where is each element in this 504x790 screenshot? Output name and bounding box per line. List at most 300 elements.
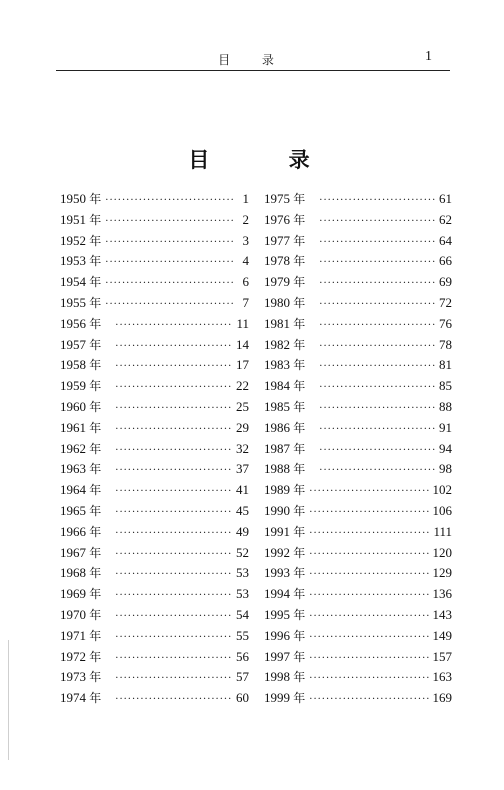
dot-leader bbox=[115, 565, 232, 586]
entry-year-number: 1974 bbox=[60, 690, 86, 706]
toc-entry bbox=[60, 397, 249, 418]
entry-page-number: 120 bbox=[432, 544, 452, 560]
entry-year-number: 1994 bbox=[264, 586, 290, 602]
dot-leader bbox=[309, 503, 428, 524]
entry-year-unit: 年 bbox=[89, 337, 102, 352]
toc-entry bbox=[264, 314, 452, 335]
entry-year-number: 1967 bbox=[60, 544, 86, 560]
entry-page-number: 111 bbox=[433, 523, 452, 539]
entry-year-unit: 年 bbox=[89, 254, 102, 269]
dot-leader bbox=[319, 337, 435, 358]
entry-year-number: 1966 bbox=[60, 523, 86, 539]
entry-year-number: 1995 bbox=[264, 606, 290, 622]
dot-leader bbox=[115, 378, 232, 399]
entry-year bbox=[60, 501, 101, 522]
entry-page-number: 11 bbox=[236, 315, 249, 331]
entry-year-number: 1989 bbox=[264, 482, 290, 498]
toc-entry bbox=[264, 189, 452, 210]
toc-entry bbox=[60, 418, 249, 439]
entry-year-unit: 年 bbox=[89, 649, 102, 664]
dot-leader bbox=[309, 586, 428, 607]
entry-year-unit: 年 bbox=[293, 254, 306, 269]
entry-year-number: 1952 bbox=[60, 232, 86, 248]
toc-entry bbox=[264, 355, 452, 376]
dot-leader bbox=[319, 233, 435, 254]
dot-leader bbox=[105, 212, 235, 233]
entry-page-number: 157 bbox=[432, 648, 452, 664]
toc-entry bbox=[264, 376, 452, 397]
entry-year bbox=[264, 584, 305, 605]
entry-year bbox=[60, 355, 101, 376]
entry-year-number: 1980 bbox=[264, 294, 290, 310]
dot-leader bbox=[309, 649, 428, 670]
toc-entry bbox=[264, 231, 452, 252]
dot-leader bbox=[309, 628, 428, 649]
toc-entry bbox=[60, 439, 249, 460]
dot-leader bbox=[115, 420, 232, 441]
entry-year-number: 1977 bbox=[264, 232, 290, 248]
dot-leader bbox=[115, 586, 232, 607]
entry-year-number: 1953 bbox=[60, 253, 86, 269]
entry-year bbox=[264, 647, 305, 668]
toc-entry bbox=[60, 272, 249, 293]
entry-year-unit: 年 bbox=[89, 628, 102, 643]
entry-year-unit: 年 bbox=[293, 275, 306, 290]
entry-year-unit: 年 bbox=[293, 192, 306, 206]
entry-year-unit: 年 bbox=[89, 691, 102, 706]
entry-page-number: 66 bbox=[439, 253, 452, 269]
entry-year bbox=[264, 626, 305, 647]
entry-page-number: 62 bbox=[439, 211, 452, 227]
entry-page-number: 29 bbox=[236, 419, 249, 435]
entry-page-number: 2 bbox=[242, 211, 249, 227]
dot-leader bbox=[115, 607, 232, 628]
entry-year-unit: 年 bbox=[89, 212, 102, 227]
entry-year-unit: 年 bbox=[89, 192, 102, 206]
toc-entry bbox=[60, 335, 249, 356]
toc-entry bbox=[264, 480, 452, 501]
entry-page-number: 52 bbox=[236, 544, 249, 560]
entry-page-number: 54 bbox=[236, 606, 249, 622]
entry-year-unit: 年 bbox=[293, 295, 306, 310]
entry-year-number: 1996 bbox=[264, 627, 290, 643]
entry-page-number: 143 bbox=[432, 606, 452, 622]
entry-year-number: 1962 bbox=[60, 440, 86, 456]
entry-page-number: 76 bbox=[439, 315, 452, 331]
entry-year bbox=[60, 251, 101, 272]
entry-year bbox=[60, 272, 101, 293]
entry-year-unit: 年 bbox=[293, 399, 306, 414]
dot-leader bbox=[319, 357, 435, 378]
running-title: 目 录 bbox=[218, 53, 288, 67]
dot-leader bbox=[105, 295, 235, 316]
dot-leader bbox=[115, 524, 232, 545]
entry-year bbox=[60, 293, 101, 314]
dot-leader bbox=[115, 357, 232, 378]
entry-year bbox=[264, 522, 305, 543]
toc-entry bbox=[264, 210, 452, 231]
toc-right-column bbox=[264, 189, 452, 709]
entry-year-number: 1963 bbox=[60, 461, 86, 477]
toc-entry bbox=[60, 314, 249, 335]
dot-leader bbox=[115, 690, 232, 711]
entry-year-number: 1998 bbox=[264, 669, 290, 685]
toc-entry bbox=[60, 584, 249, 605]
entry-year-number: 1999 bbox=[264, 690, 290, 706]
entry-year bbox=[264, 418, 305, 439]
entry-year bbox=[264, 293, 305, 314]
entry-page-number: 64 bbox=[439, 232, 452, 248]
entry-year-unit: 年 bbox=[89, 670, 102, 685]
entry-year bbox=[60, 480, 101, 501]
entry-page-number: 14 bbox=[236, 336, 249, 352]
entry-year-number: 1991 bbox=[264, 523, 290, 539]
entry-year-unit: 年 bbox=[89, 295, 102, 310]
entry-year-number: 1965 bbox=[60, 502, 86, 518]
entry-page-number: 98 bbox=[439, 461, 452, 477]
entry-year-number: 1955 bbox=[60, 294, 86, 310]
entry-year-unit: 年 bbox=[293, 628, 306, 643]
entry-year-number: 1978 bbox=[264, 253, 290, 269]
entry-year bbox=[264, 439, 305, 460]
dot-leader bbox=[319, 316, 435, 337]
dot-leader bbox=[105, 233, 235, 254]
entry-year-unit: 年 bbox=[89, 566, 102, 581]
entry-year-number: 1983 bbox=[264, 357, 290, 373]
toc-entry bbox=[60, 688, 249, 709]
dot-leader bbox=[309, 545, 428, 566]
entry-year-number: 1990 bbox=[264, 502, 290, 518]
dot-leader bbox=[319, 461, 435, 482]
entry-year-unit: 年 bbox=[293, 649, 306, 664]
dot-leader bbox=[319, 295, 435, 316]
dot-leader bbox=[319, 253, 435, 274]
entry-year-unit: 年 bbox=[89, 275, 102, 290]
entry-page-number: 37 bbox=[236, 461, 249, 477]
entry-year bbox=[60, 688, 101, 709]
entry-year bbox=[264, 667, 305, 688]
entry-page-number: 163 bbox=[432, 669, 452, 685]
dot-leader bbox=[115, 441, 232, 462]
entry-year bbox=[264, 397, 305, 418]
entry-year-number: 1985 bbox=[264, 398, 290, 414]
entry-year-unit: 年 bbox=[293, 503, 306, 518]
entry-year bbox=[264, 563, 305, 584]
entry-year bbox=[60, 231, 101, 252]
dot-leader bbox=[319, 420, 435, 441]
entry-page-number: 4 bbox=[242, 253, 249, 269]
entry-year-number: 1960 bbox=[60, 398, 86, 414]
entry-page-number: 85 bbox=[439, 378, 452, 394]
entry-year-unit: 年 bbox=[293, 670, 306, 685]
entry-page-number: 7 bbox=[242, 294, 249, 310]
toc-entry bbox=[264, 584, 452, 605]
entry-year-unit: 年 bbox=[89, 233, 102, 248]
entry-year bbox=[60, 647, 101, 668]
dot-leader bbox=[115, 482, 232, 503]
entry-page-number: 57 bbox=[236, 669, 249, 685]
entry-year-unit: 年 bbox=[293, 587, 306, 602]
entry-page-number: 69 bbox=[439, 274, 452, 290]
entry-year-unit: 年 bbox=[89, 462, 102, 477]
entry-year bbox=[264, 314, 305, 335]
entry-year-unit: 年 bbox=[293, 358, 306, 373]
dot-leader bbox=[105, 274, 235, 295]
entry-page-number: 53 bbox=[236, 565, 249, 581]
entry-year-unit: 年 bbox=[89, 399, 102, 414]
toc-entry bbox=[60, 605, 249, 626]
entry-year-number: 1988 bbox=[264, 461, 290, 477]
entry-year bbox=[60, 335, 101, 356]
entry-year bbox=[264, 459, 305, 480]
entry-year bbox=[60, 584, 101, 605]
entry-page-number: 1 bbox=[242, 191, 249, 206]
entry-year-number: 1979 bbox=[264, 274, 290, 290]
toc-entry bbox=[60, 647, 249, 668]
dot-leader bbox=[115, 316, 232, 337]
entry-year-unit: 年 bbox=[89, 441, 102, 456]
entry-year-number: 1984 bbox=[264, 378, 290, 394]
entry-year-number: 1951 bbox=[60, 211, 86, 227]
toc-entry bbox=[264, 293, 452, 314]
dot-leader bbox=[309, 607, 428, 628]
entry-page-number: 55 bbox=[236, 627, 249, 643]
entry-year-unit: 年 bbox=[293, 462, 306, 477]
entry-year-unit: 年 bbox=[293, 566, 306, 581]
toc-entry bbox=[60, 543, 249, 564]
entry-page-number: 149 bbox=[432, 627, 452, 643]
entry-year bbox=[264, 210, 305, 231]
entry-year bbox=[264, 251, 305, 272]
entry-page-number: 61 bbox=[439, 191, 452, 206]
dot-leader bbox=[309, 524, 429, 545]
entry-page-number: 72 bbox=[439, 294, 452, 310]
entry-page-number: 60 bbox=[236, 690, 249, 706]
entry-year bbox=[264, 231, 305, 252]
entry-year bbox=[264, 335, 305, 356]
entry-year bbox=[264, 272, 305, 293]
toc-entry bbox=[264, 543, 452, 564]
toc-entry bbox=[60, 293, 249, 314]
entry-page-number: 22 bbox=[236, 378, 249, 394]
entry-year-number: 1981 bbox=[264, 315, 290, 331]
entry-year-unit: 年 bbox=[89, 358, 102, 373]
dot-leader bbox=[115, 399, 232, 420]
toc-entry bbox=[264, 522, 452, 543]
toc-entry bbox=[60, 251, 249, 272]
toc-entry bbox=[264, 439, 452, 460]
entry-year bbox=[264, 189, 305, 210]
entry-year bbox=[264, 355, 305, 376]
entry-page-number: 91 bbox=[439, 419, 452, 435]
toc-entry bbox=[60, 376, 249, 397]
dot-leader bbox=[319, 191, 435, 212]
entry-year bbox=[60, 459, 101, 480]
entry-page-number: 136 bbox=[432, 586, 452, 602]
entry-year-number: 1993 bbox=[264, 565, 290, 581]
entry-year bbox=[60, 563, 101, 584]
entry-year bbox=[60, 210, 101, 231]
toc-entry bbox=[264, 647, 452, 668]
entry-year bbox=[60, 439, 101, 460]
dot-leader bbox=[319, 399, 435, 420]
entry-year-unit: 年 bbox=[89, 545, 102, 560]
entry-page-number: 81 bbox=[439, 357, 452, 373]
toc-left-column bbox=[60, 189, 249, 709]
entry-year-number: 1958 bbox=[60, 357, 86, 373]
entry-year-unit: 年 bbox=[89, 420, 102, 435]
entry-year bbox=[264, 688, 305, 709]
dot-leader bbox=[309, 669, 428, 690]
entry-year-number: 1975 bbox=[264, 191, 290, 206]
entry-year-number: 1972 bbox=[60, 648, 86, 664]
entry-year-number: 1992 bbox=[264, 544, 290, 560]
entry-year bbox=[60, 189, 101, 210]
dot-leader bbox=[319, 212, 435, 233]
entry-year bbox=[264, 605, 305, 626]
entry-year-number: 1964 bbox=[60, 482, 86, 498]
dot-leader bbox=[309, 565, 428, 586]
entry-year bbox=[264, 543, 305, 564]
dot-leader bbox=[319, 378, 435, 399]
entry-year-unit: 年 bbox=[293, 545, 306, 560]
entry-year bbox=[264, 376, 305, 397]
toc-entry bbox=[264, 688, 452, 709]
entry-year bbox=[60, 543, 101, 564]
entry-page-number: 41 bbox=[236, 482, 249, 498]
entry-page-number: 56 bbox=[236, 648, 249, 664]
toc-entry bbox=[264, 501, 452, 522]
toc-entry bbox=[60, 231, 249, 252]
entry-year-unit: 年 bbox=[293, 233, 306, 248]
toc-entry bbox=[264, 667, 452, 688]
entry-year-number: 1954 bbox=[60, 274, 86, 290]
toc-entry bbox=[264, 563, 452, 584]
entry-year bbox=[264, 501, 305, 522]
entry-page-number: 25 bbox=[236, 398, 249, 414]
entry-page-number: 94 bbox=[439, 440, 452, 456]
scan-margin-mark bbox=[8, 640, 9, 760]
page-number: 1 bbox=[425, 49, 432, 64]
header-rule bbox=[56, 70, 450, 71]
entry-year-number: 1982 bbox=[264, 336, 290, 352]
entry-year bbox=[60, 418, 101, 439]
entry-year bbox=[60, 376, 101, 397]
dot-leader bbox=[319, 441, 435, 462]
entry-year-unit: 年 bbox=[293, 212, 306, 227]
toc-entry bbox=[60, 522, 249, 543]
toc-entry bbox=[60, 501, 249, 522]
entry-year-number: 1957 bbox=[60, 336, 86, 352]
entry-year bbox=[60, 397, 101, 418]
entry-page-number: 102 bbox=[432, 482, 452, 498]
dot-leader bbox=[309, 690, 428, 711]
entry-year-unit: 年 bbox=[89, 503, 102, 518]
entry-year bbox=[60, 605, 101, 626]
toc-entry bbox=[264, 272, 452, 293]
entry-year bbox=[264, 480, 305, 501]
toc-entry bbox=[60, 563, 249, 584]
toc-entry bbox=[264, 397, 452, 418]
toc-entry bbox=[264, 335, 452, 356]
dot-leader bbox=[115, 503, 232, 524]
entry-year-unit: 年 bbox=[293, 441, 306, 456]
entry-page-number: 53 bbox=[236, 586, 249, 602]
entry-year-unit: 年 bbox=[293, 379, 306, 394]
entry-page-number: 6 bbox=[242, 274, 249, 290]
entry-year-number: 1997 bbox=[264, 648, 290, 664]
entry-page-number: 106 bbox=[432, 502, 452, 518]
entry-page-number: 129 bbox=[432, 565, 452, 581]
entry-year-number: 1959 bbox=[60, 378, 86, 394]
entry-year-unit: 年 bbox=[89, 587, 102, 602]
entry-year-number: 1969 bbox=[60, 586, 86, 602]
entry-year-number: 1956 bbox=[60, 315, 86, 331]
toc-entry bbox=[264, 605, 452, 626]
toc-entry bbox=[264, 459, 452, 480]
entry-page-number: 78 bbox=[439, 336, 452, 352]
entry-year bbox=[60, 314, 101, 335]
entry-page-number: 88 bbox=[439, 398, 452, 414]
dot-leader bbox=[115, 649, 232, 670]
entry-year-number: 1973 bbox=[60, 669, 86, 685]
toc-entry bbox=[60, 667, 249, 688]
entry-year bbox=[60, 626, 101, 647]
toc-entry bbox=[60, 355, 249, 376]
entry-year-unit: 年 bbox=[293, 483, 306, 498]
entry-year-number: 1976 bbox=[264, 211, 290, 227]
entry-year-unit: 年 bbox=[293, 316, 306, 331]
toc-title: 目 录 bbox=[188, 148, 346, 172]
entry-page-number: 17 bbox=[236, 357, 249, 373]
entry-page-number: 169 bbox=[432, 690, 452, 706]
toc-entry bbox=[60, 480, 249, 501]
entry-page-number: 3 bbox=[242, 232, 249, 248]
entry-year-number: 1950 bbox=[60, 191, 86, 206]
toc-entry bbox=[60, 210, 249, 231]
entry-year-number: 1986 bbox=[264, 419, 290, 435]
toc-entry bbox=[264, 626, 452, 647]
toc-entry bbox=[60, 459, 249, 480]
entry-year-unit: 年 bbox=[293, 691, 306, 706]
entry-year-unit: 年 bbox=[293, 420, 306, 435]
dot-leader bbox=[309, 482, 428, 503]
toc-entry bbox=[264, 418, 452, 439]
entry-year bbox=[60, 667, 101, 688]
toc-entry bbox=[264, 251, 452, 272]
toc-entry bbox=[60, 626, 249, 647]
entry-year-unit: 年 bbox=[89, 483, 102, 498]
entry-year-number: 1961 bbox=[60, 419, 86, 435]
entry-year bbox=[60, 522, 101, 543]
entry-year-unit: 年 bbox=[293, 337, 306, 352]
dot-leader bbox=[115, 669, 232, 690]
entry-year-number: 1968 bbox=[60, 565, 86, 581]
entry-year-unit: 年 bbox=[89, 607, 102, 622]
dot-leader bbox=[115, 337, 232, 358]
entry-page-number: 49 bbox=[236, 523, 249, 539]
entry-year-unit: 年 bbox=[89, 524, 102, 539]
entry-year-unit: 年 bbox=[89, 379, 102, 394]
entry-year-number: 1970 bbox=[60, 606, 86, 622]
entry-year-unit: 年 bbox=[293, 524, 306, 539]
entry-year-number: 1971 bbox=[60, 627, 86, 643]
dot-leader bbox=[115, 545, 232, 566]
dot-leader bbox=[319, 274, 435, 295]
entry-year-unit: 年 bbox=[293, 607, 306, 622]
entry-year-number: 1987 bbox=[264, 440, 290, 456]
dot-leader bbox=[115, 461, 232, 482]
